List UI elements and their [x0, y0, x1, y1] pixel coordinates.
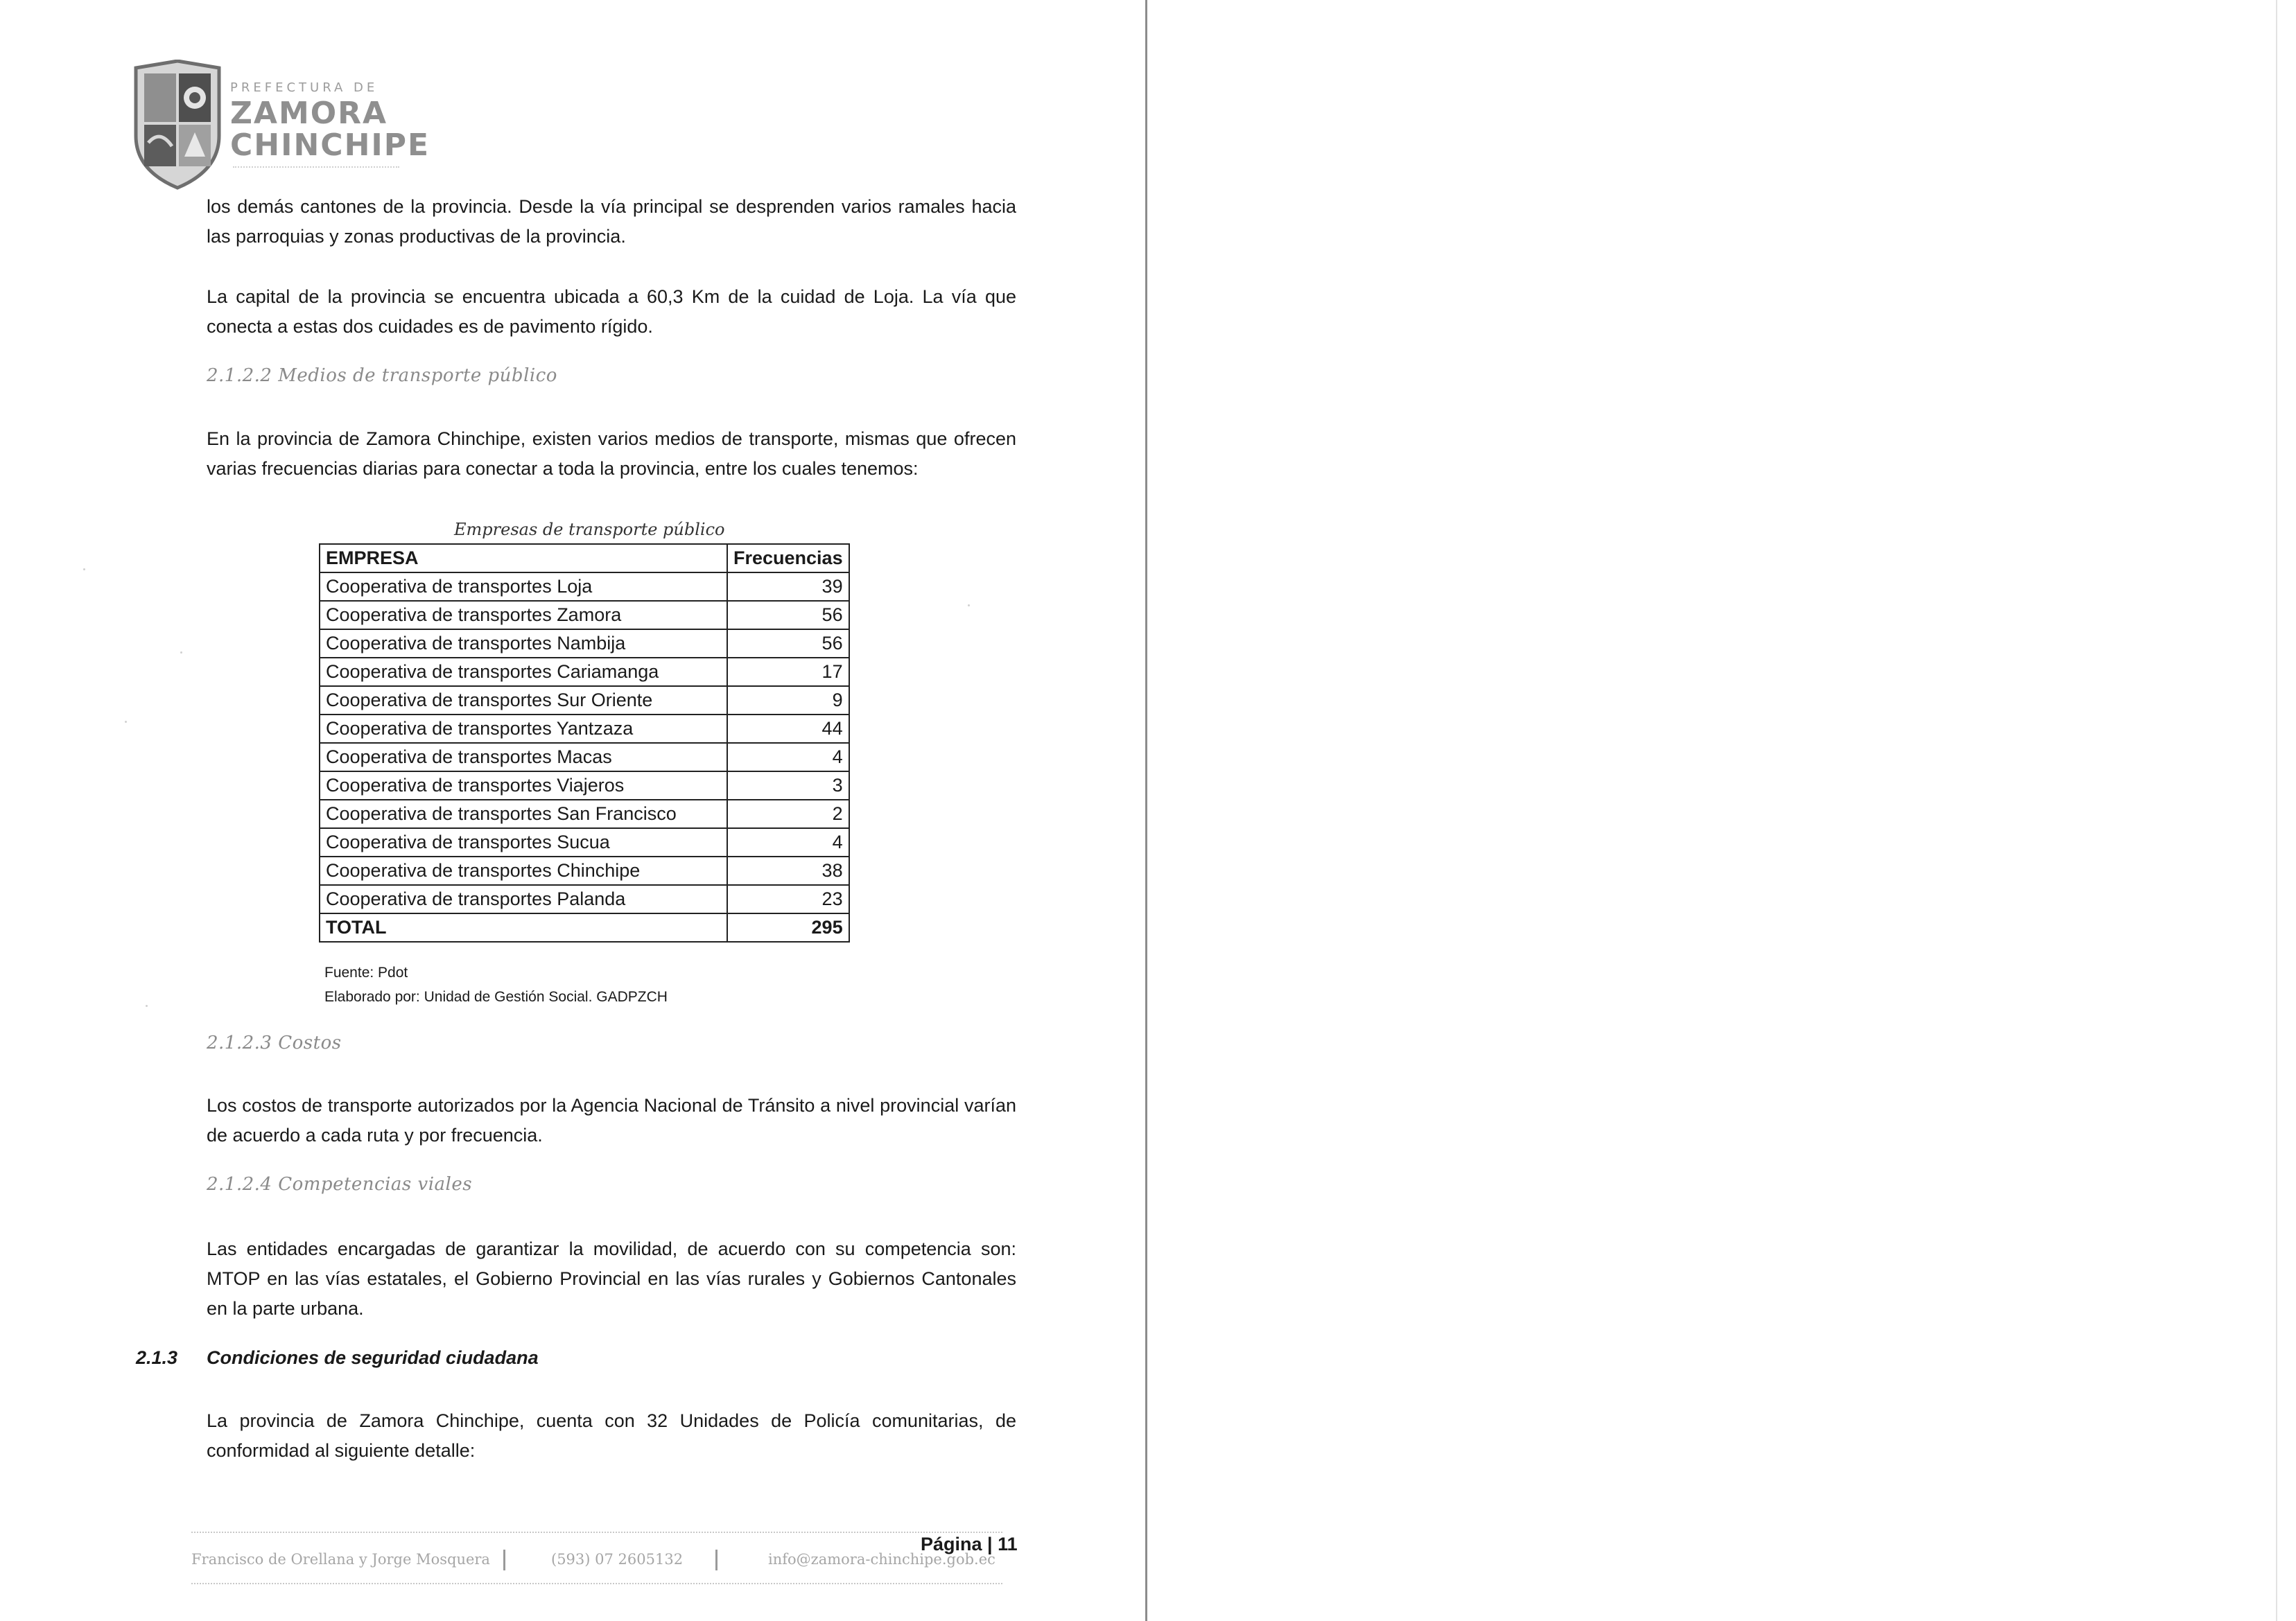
paragraph-transporte: En la provincia de Zamora Chinchipe, existen varios medios de transporte, mismas que ofrecen varias frecuencias diarias para conectar a toda la provincia, entre los cuales tenemos: [207, 428, 1016, 479]
cell-frecuencias: 44 [727, 715, 849, 743]
table-row [320, 857, 849, 885]
logo-underline [233, 166, 399, 168]
cell-frecuencias: 4 [727, 743, 849, 771]
table-row [320, 629, 849, 658]
cell-frecuencias: 3 [727, 771, 849, 800]
cell-frecuencias: 4 [727, 828, 849, 857]
cell-frecuencias: 2 [727, 800, 849, 828]
cell-total-value: 295 [727, 913, 849, 942]
table-row [320, 686, 849, 715]
footer-rule-bottom [191, 1583, 1002, 1584]
header-empresa: EMPRESA [320, 544, 727, 572]
paragraph-capital: La capital de la provincia se encuentra ubicada a 60,3 Km de la cuidad de Loja. La vía que conecta a estas dos cuidades es de pavimento rígido. [207, 286, 1016, 337]
table-row [320, 601, 849, 629]
coat-of-arms-icon [129, 60, 226, 191]
cell-frecuencias: 56 [727, 601, 849, 629]
table-header-row [320, 544, 849, 572]
transport-table [319, 543, 850, 943]
table-row [320, 885, 849, 913]
page-right [1147, 0, 2276, 1621]
page-left [0, 0, 1145, 1621]
scan-speck [146, 1005, 148, 1007]
scan-speck [968, 604, 970, 606]
table-row [320, 771, 849, 800]
cell-empresa: Cooperativa de transportes Sucua [320, 828, 727, 857]
logo-line1: PREFECTURA DE [230, 80, 379, 95]
logo-line2: ZAMORA [230, 96, 388, 131]
cell-empresa: Cooperativa de transportes Zamora [320, 601, 727, 629]
scan-speck [83, 568, 85, 570]
cell-empresa: Cooperativa de transportes Palanda [320, 885, 727, 913]
cell-total-label: TOTAL [320, 913, 727, 942]
cell-frecuencias: 56 [727, 629, 849, 658]
table-row [320, 800, 849, 828]
paragraph-policia: La provincia de Zamora Chinchipe, cuenta con 32 Unidades de Policía comunitarias, de conformidad al siguiente detalle: [207, 1410, 1016, 1461]
table-row [320, 572, 849, 601]
cell-empresa: Cooperativa de transportes Loja [320, 572, 727, 601]
section-heading-2-1-2-3: 2.1.2.3 Costos [207, 1033, 342, 1053]
cell-empresa: Cooperativa de transportes Chinchipe [320, 857, 727, 885]
section-heading-2-1-2-4: 2.1.2.4 Competencias viales [207, 1174, 473, 1195]
section-heading-2-1-2-2: 2.1.2.2 Medios de transporte público [207, 365, 557, 386]
table-caption: Empresas de transporte público [454, 520, 725, 539]
footer-phone: (593) 07 2605132 [551, 1551, 684, 1568]
cell-empresa: Cooperativa de transportes Viajeros [320, 771, 727, 800]
footer-separator [715, 1550, 718, 1570]
table-row [320, 715, 849, 743]
cell-empresa: Cooperativa de transportes Macas [320, 743, 727, 771]
cell-frecuencias: 39 [727, 572, 849, 601]
paragraph-costos: Los costos de transporte autorizados por la Agencia Nacional de Tránsito a nivel provincial varían de acuerdo a cada ruta y por frecuencia. [207, 1095, 1016, 1146]
cell-empresa: Cooperativa de transportes Cariamanga [320, 658, 727, 686]
cell-frecuencias: 17 [727, 658, 849, 686]
section-title-2-1-3: Condiciones de seguridad ciudadana [207, 1347, 539, 1368]
page-right-edge [2276, 0, 2277, 1621]
footer-rule-top [191, 1532, 1002, 1533]
cell-empresa: Cooperativa de transportes Sur Oriente [320, 686, 727, 715]
cell-empresa: Cooperativa de transportes San Francisco [320, 800, 727, 828]
footer-address: Francisco de Orellana y Jorge Mosquera [191, 1551, 490, 1568]
table-row [320, 658, 849, 686]
logo-line3: CHINCHIPE [230, 128, 430, 163]
footer-separator [503, 1550, 505, 1570]
cell-frecuencias: 38 [727, 857, 849, 885]
paragraph-vias: los demás cantones de la provincia. Desde la vía principal se desprenden varios ramales hacia las parroquias y zonas productivas de la provincia. [207, 196, 1016, 247]
table-prepared-by: Elaborado por: Unidad de Gestión Social. GADPZCH [324, 989, 668, 1005]
section-number-2-1-3: 2.1.3 [136, 1347, 178, 1368]
page-number: Página | 11 [921, 1534, 1018, 1554]
scan-speck [125, 721, 127, 723]
table-source: Fuente: Pdot [324, 965, 408, 981]
table-total-row [320, 913, 849, 942]
paragraph-competencias: Las entidades encargadas de garantizar la movilidad, de acuerdo con su competencia son: MTOP en las vías estatales, el Gobierno Provincial en las vías rurales y Gobiernos Cantonales en la parte urbana. [207, 1238, 1016, 1319]
scan-speck [180, 651, 182, 654]
cell-frecuencias: 9 [727, 686, 849, 715]
prefectura-logo [129, 60, 430, 191]
footer-email: info@zamora-chinchipe.gob.ec [768, 1551, 995, 1568]
cell-frecuencias: 23 [727, 885, 849, 913]
cell-empresa: Cooperativa de transportes Yantzaza [320, 715, 727, 743]
table-row [320, 743, 849, 771]
header-frecuencias: Frecuencias [727, 544, 849, 572]
cell-empresa: Cooperativa de transportes Nambija [320, 629, 727, 658]
table-row [320, 828, 849, 857]
